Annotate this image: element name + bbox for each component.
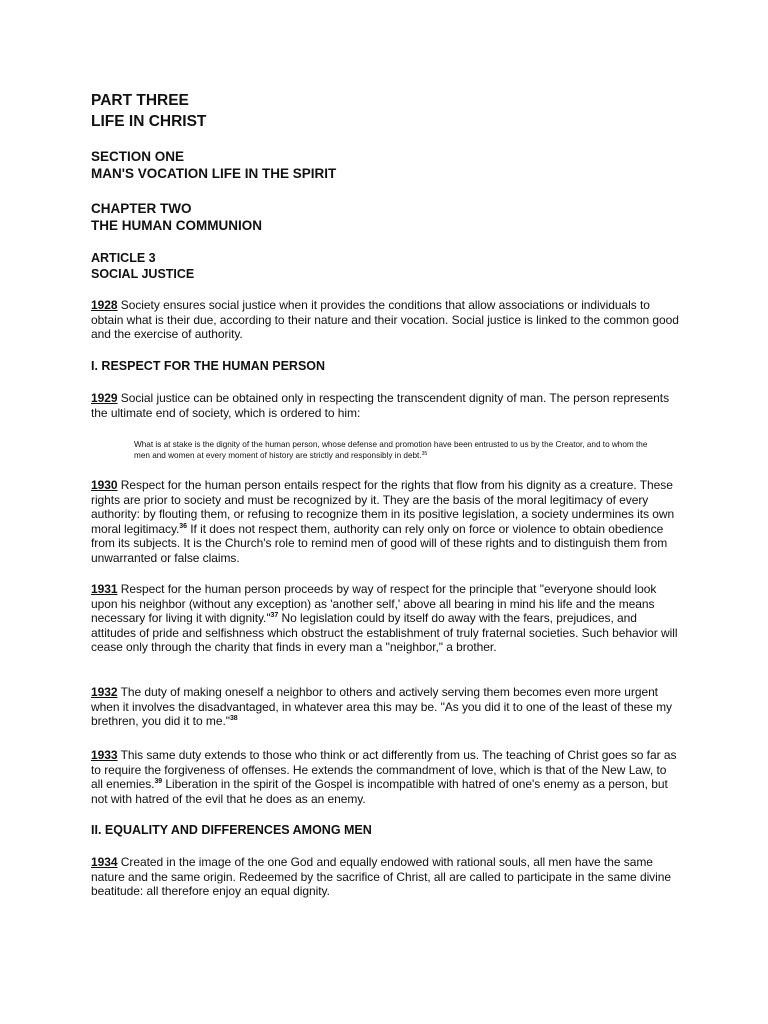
paragraph-1928: [91, 298, 681, 342]
paragraph-number: 1929: [91, 391, 118, 405]
quote-text: What is at stake is the dignity of the human person, whose defense and promotion have been entrusted to us by the Creator, and to whom the men and women at every moment of history are strictly and responsibly in debt.: [134, 440, 648, 460]
paragraph-text: This same duty extends to those who think or act differently from us. The teaching of Christ goes so far as to require the forgiveness of offenses. He extends the commandment of love, which is that of the New Law, to all enemies.: [91, 748, 677, 792]
paragraph-1933: [91, 748, 681, 806]
paragraph-text-continued: Liberation in the spirit of the Gospel is incompatible with hatred of one's enemy as a person, but not with hatred of the evil that he does as an enemy.: [91, 777, 668, 806]
paragraph-1930: [91, 478, 681, 566]
paragraph-text-continued: If it does not respect them, authority can rely only on force or violence to obtain obedience from its subjects. It is the Church's role to remind men of good will of these rights and to distinguish them from unwarranted or false claims.: [91, 521, 668, 565]
footnote-marker: 38: [229, 715, 238, 723]
chapter-label: CHAPTER TWO: [91, 201, 192, 216]
paragraph-text: Respect for the human person proceeds by way of respect for the principle that "everyone should look upon his neighbor (without any exception) as 'another self,' above all bearing in mind his life and the means necessary for living it with dignity.": [91, 582, 657, 626]
section-heading: [91, 148, 336, 182]
part-label: PART THREE: [91, 92, 189, 109]
chapter-title: THE HUMAN COMMUNION: [91, 218, 262, 233]
paragraph-text-continued: No legislation could by itself do away with the fears, prejudices, and attitudes of pride and selfishness which obstruct the establishment of truly fraternal societies. Such behavior will cease only through the charity that finds in every man a "neighbor," a brother.: [91, 611, 678, 655]
paragraph-text: The duty of making oneself a neighbor to others and actively serving them becomes even more urgent when it involves the disadvantaged, in whatever area this may be. "As you did it to one of the least of these my brethren, you did it to me.": [91, 685, 672, 729]
paragraph-number: 1930: [91, 478, 118, 492]
footnote-marker: 37: [270, 612, 279, 620]
footnote-marker: 35: [421, 451, 428, 457]
paragraph-text: Respect for the human person entails respect for the rights that flow from his dignity as a creature. These rights are prior to society and must be recognized by it. They are the basis of the moral legitimacy of every authority: by flouting them, or refusing to recognize them in its positive legislation, a society undermines its own moral legitimacy.: [91, 478, 675, 536]
section-label: SECTION ONE: [91, 149, 185, 164]
paragraph-1932: [91, 685, 681, 729]
paragraph-text: Created in the image of the one God and equally endowed with rational souls, all men have the same nature and the same origin. Redeemed by the sacrifice of Christ, all are called to participate in the same divine beatitude: all therefore enjoy an equal dignity.: [91, 855, 671, 899]
paragraph-text: Social justice can be obtained only in respecting the transcendent dignity of man. The person represents the ultimate end of society, which is ordered to him:: [91, 391, 670, 420]
paragraph-1934: [91, 855, 681, 899]
block-quote: [134, 439, 664, 461]
part-title: LIFE IN CHRIST: [91, 113, 207, 130]
paragraph-number: 1931: [91, 582, 118, 596]
article-heading: [91, 250, 194, 282]
footnote-marker: 36: [179, 522, 187, 530]
paragraph-1931: [91, 582, 681, 655]
paragraph-number: 1934: [91, 855, 118, 869]
part-heading: [91, 90, 206, 132]
chapter-heading: [91, 200, 262, 234]
paragraph-number: 1933: [91, 748, 118, 762]
section-title: MAN'S VOCATION LIFE IN THE SPIRIT: [91, 166, 337, 181]
article-label: ARTICLE 3: [91, 251, 156, 265]
section-heading-equality: II. EQUALITY AND DIFFERENCES AMONG MEN: [91, 823, 372, 837]
paragraph-number: 1932: [91, 685, 118, 699]
paragraph-1929: [91, 391, 681, 420]
article-title: SOCIAL JUSTICE: [91, 267, 195, 281]
paragraph-text: Society ensures social justice when it provides the conditions that allow associations or individuals to obtain what is their due, according to their nature and their vocation. Social justice is linked to the common good and the exercise of authority.: [91, 298, 679, 342]
section-heading-respect: I. RESPECT FOR THE HUMAN PERSON: [91, 359, 326, 373]
paragraph-number: 1928: [91, 298, 118, 312]
footnote-marker: 39: [154, 778, 163, 786]
